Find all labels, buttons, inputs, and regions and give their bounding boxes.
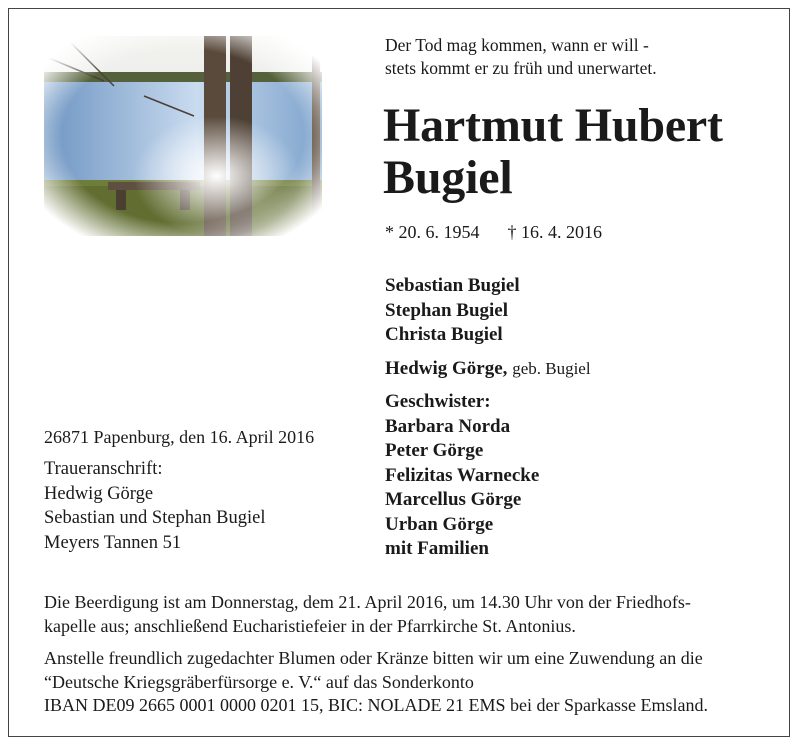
sibling-name: Urban Görge xyxy=(385,513,494,535)
funeral-line: kapelle aus; anschließend Eucharistiefeier in der Pfarrkirche St. Antonius. xyxy=(44,615,576,636)
mourning-address xyxy=(44,457,265,555)
sibling-name: Felizitas Warnecke xyxy=(385,464,540,486)
address-heading: Traueranschrift: xyxy=(44,459,163,479)
sibling-name: Barbara Norda xyxy=(385,415,511,437)
lake-bench-photo xyxy=(44,36,322,236)
mourners-list xyxy=(385,274,591,562)
place-date: 26871 Papenburg, den 16. April 2016 xyxy=(44,427,315,447)
address-line: Hedwig Görge xyxy=(44,483,154,504)
funeral-line: Die Beerdigung ist am Donnerstag, dem 21. April 2016, um 14.30 Uhr von der Friedhofs- xyxy=(44,592,691,612)
mother-name: Hedwig Görge, xyxy=(385,357,508,379)
siblings-heading: Geschwister: xyxy=(385,391,491,412)
name-line: Bugiel xyxy=(383,151,513,204)
mourner-name: Christa Bugiel xyxy=(385,324,503,345)
address-line: Sebastian und Stephan Bugiel xyxy=(44,508,266,528)
quote xyxy=(385,34,657,80)
donation-line: IBAN DE09 2665 0001 0000 0201 15, BIC: NOLADE 21 EMS bei der Sparkasse Emsland. xyxy=(44,695,708,715)
donation-line: “Deutsche Kriegsgräberfürsorge e. V.“ auf das Sonderkonto xyxy=(44,671,474,692)
birth-date: * 20. 6. 1954 xyxy=(385,222,480,242)
deceased-name xyxy=(383,100,723,204)
quote-line: stets kommt er zu früh und unerwartet. xyxy=(385,58,657,78)
mourner-name: Sebastian Bugiel xyxy=(385,275,520,296)
donation-notice xyxy=(44,647,764,718)
families-note: mit Familien xyxy=(385,538,489,559)
address-line: Meyers Tannen 51 xyxy=(44,532,182,553)
name-line: Hartmut Hubert xyxy=(383,99,723,152)
life-dates xyxy=(385,220,602,244)
donation-line: Anstelle freundlich zugedachter Blumen oder Kränze bitten wir um eine Zuwendung an die xyxy=(44,648,703,668)
mother-maiden-name: geb. Bugiel xyxy=(512,358,591,378)
lake-scene-image xyxy=(44,36,322,236)
sibling-name: Marcellus Görge xyxy=(385,489,522,510)
mourner-name: Stephan Bugiel xyxy=(385,299,509,321)
sibling-name: Peter Görge xyxy=(385,440,484,461)
quote-line: Der Tod mag kommen, wann er will - xyxy=(385,35,649,55)
funeral-notice xyxy=(44,591,764,638)
death-date: † 16. 4. 2016 xyxy=(507,222,602,242)
